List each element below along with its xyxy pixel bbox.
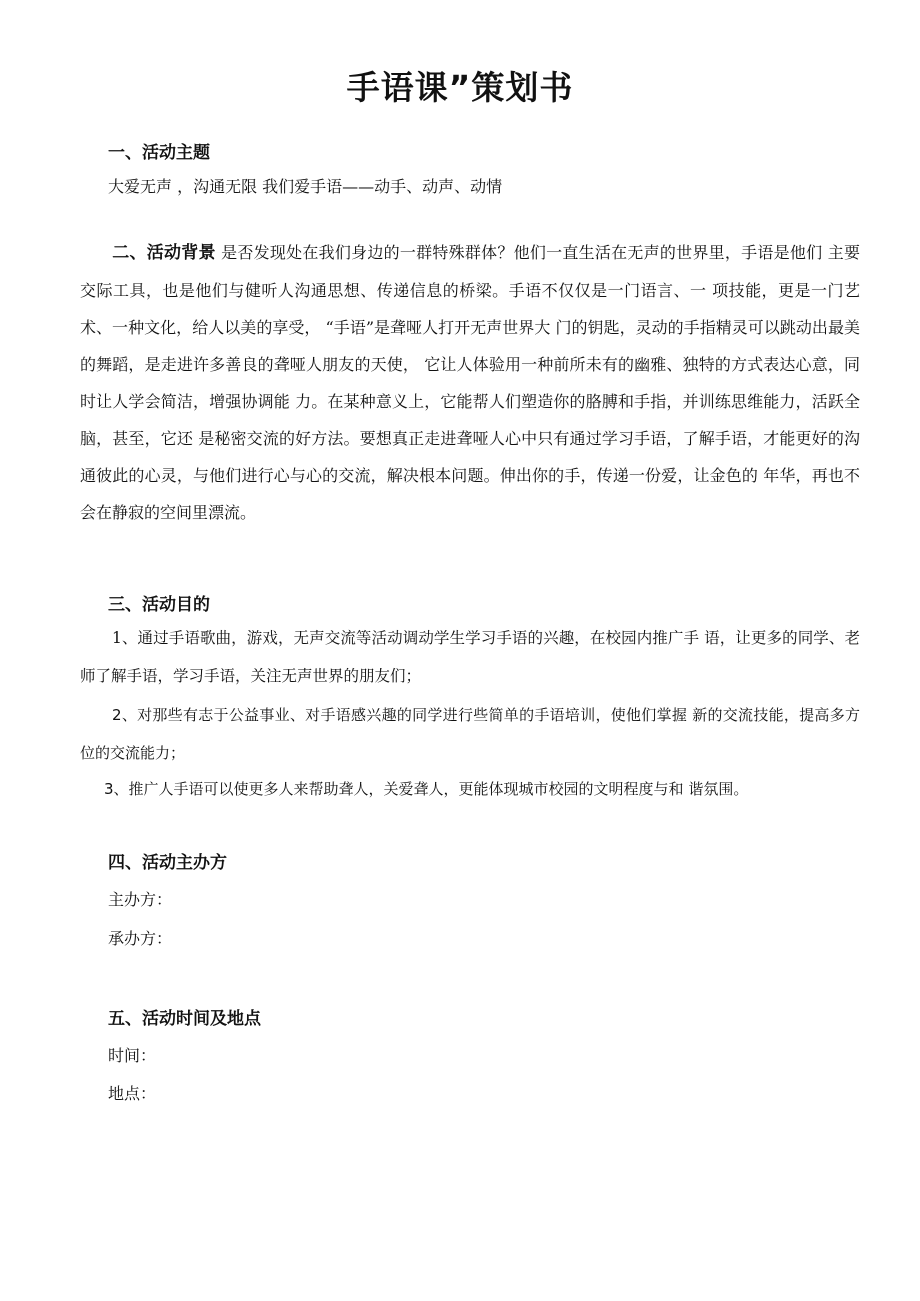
- purpose-item-3: 3、推广人手语可以使更多人来帮助聋人，关爱聋人，更能体现城市校园的文明程度与和 谐氛围。: [104, 780, 749, 798]
- section-time-place-heading: 五、活动时间及地点: [108, 1009, 261, 1029]
- section-theme-text: 大爱无声 ，沟通无限 我们爱手语——动手、动声、动情: [108, 177, 503, 196]
- organizer-undertaker-label: 承办方：: [108, 929, 173, 948]
- purpose-item-2: 2、对那些有志于公益事业、对手语感兴趣的同学进行些简单的手语培训，使他们掌握 新的交流技能，提高多方位的交流能力；: [80, 706, 860, 762]
- section-theme-heading: 一、活动主题: [108, 143, 210, 163]
- section-background-heading: 二、活动背景: [112, 243, 216, 263]
- section-organizer-heading: 四、活动主办方: [108, 853, 227, 873]
- time-label: 时间：: [108, 1046, 157, 1065]
- place-label: 地点：: [108, 1084, 157, 1103]
- section-background-paragraph: [80, 234, 860, 531]
- document-title: 手语课”策划书: [346, 68, 574, 107]
- purpose-item-1: 1、通过手语歌曲，游戏，无声交流等活动调动学生学习手语的兴趣，在校园内推广手 语，让更多的同学、老师了解手语，学习手语，关注无声世界的朋友们；: [80, 629, 860, 685]
- organizer-host-label: 主办方：: [108, 890, 173, 909]
- section-background-text: 是否发现处在我们身边的一群特殊群体？他们一直生活在无声的世界里，手语是他们 主要交际工具，也是他们与健听人沟通思想、传递信息的桥梁。手语不仅仅是一门语言、一 项技能，更是一门艺术、一种文化，给人以美的享受， “手语”是聋哑人打开无声世界大 门的钥匙，灵动的手指精灵可以跳动出最美的舞蹈，是走进许多善良的聋哑人朋友的天使， 它让人体验用一种前所未有的幽雅、独特的方式表达心意，同时让人学会简洁，增强协调能 力。在某种意义上，它能帮人们塑造你的胳膊和手指，并训练思维能力，活跃全脑，甚至，它还 是秘密交流的好方法。要想真正走进聋哑人心中只有通过学习手语，了解手语，才能更好的沟 通彼此的心灵，与他们进行心与心的交流，解决根本问题。伸出你的手，传递一份爱，让金色的 年华，再也不会在静寂的空间里漂流。: [80, 243, 860, 522]
- section-purpose-heading: 三、活动目的: [108, 595, 210, 615]
